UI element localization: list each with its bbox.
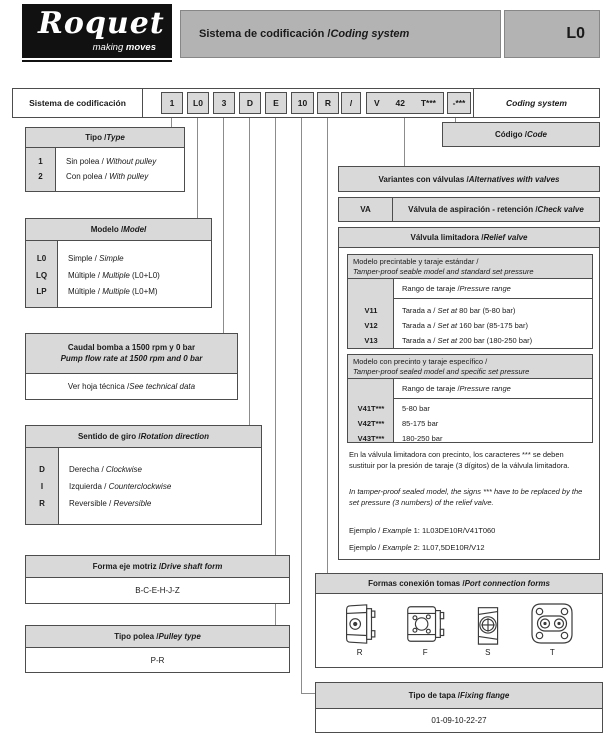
- connector-tapa-v: [301, 118, 302, 694]
- code-cell-flange: 10: [291, 92, 314, 114]
- check-valve-desc: Válvula de aspiración - retención / Check valve: [393, 198, 599, 221]
- check-valve-code: VA: [339, 198, 393, 221]
- relief-note-es: En la válvula limitadora con precinto, los caracteres *** se deben sustituir por la presión de taraje (3 dígitos) de la válvula limitadora.: [349, 450, 570, 470]
- model-code-lp: LP: [36, 287, 47, 296]
- relief-valve-box: [338, 227, 600, 560]
- page-title: Sistema de codificación / Coding system: [180, 10, 501, 58]
- pulley-box: [25, 625, 290, 673]
- page-code-badge: L0: [504, 10, 600, 58]
- rotation-code-d: D: [39, 465, 45, 474]
- relief-row-v42: V42T*** 85-175 bar: [357, 419, 439, 428]
- model-code-l0: L0: [36, 254, 47, 263]
- port-label-s: S: [485, 648, 491, 657]
- port-label-t: T: [549, 648, 555, 657]
- roquet-logo: Roquet: [38, 6, 165, 41]
- rotation-code-i: I: [40, 482, 44, 491]
- code-cell-flow: 3: [213, 92, 235, 114]
- pump-threaded-port-icon: [473, 601, 503, 647]
- connector-caudal: [223, 118, 224, 333]
- port-form-f: [403, 601, 447, 657]
- connector-tipo: [171, 118, 172, 127]
- port-label-f: F: [422, 648, 428, 657]
- connector-polea: [275, 604, 276, 625]
- shaft-box: [25, 555, 290, 604]
- code-cell-type: 1: [161, 92, 183, 114]
- relief-valve-title: Válvula limitadora / Relief valve: [339, 228, 599, 248]
- model-box: [25, 218, 212, 308]
- code-cell-rotation: D: [239, 92, 261, 114]
- relief-row-v11: V11 Tarada a / Set at 80 bar (5-80 bar): [364, 306, 516, 315]
- rotation-row-d: Derecha / Clockwise: [69, 465, 142, 474]
- model-code-lq: LQ: [35, 270, 48, 280]
- code-cell-model: L0: [187, 92, 209, 114]
- valve-variants-box: Variantes con válvulas / Alternatives with valves: [338, 166, 600, 192]
- relief-specific-range: Rango de taraje / Pressure range: [394, 379, 592, 399]
- code-row-label-en: Coding system: [473, 89, 599, 117]
- rotation-code-r: R: [39, 499, 45, 508]
- relief-row-v43: V43T*** 180-250 bar: [357, 434, 443, 443]
- rotation-row-r: Reversible / Reversible: [69, 499, 152, 508]
- ports-box-title: Formas conexión tomas / Port connection forms: [316, 574, 602, 594]
- flow-box: [25, 333, 238, 400]
- relief-example-1: Ejemplo / Example 1: 1L03DE10R/V41T060: [349, 526, 496, 535]
- model-row-l0: Simple / Simple: [68, 254, 124, 263]
- code-cell-ports: R: [317, 92, 339, 114]
- relief-specific-table: [347, 354, 593, 443]
- relief-specific-header: Modelo con precinto y taraje específico / Tamper-proof sealed model and specific set pressure: [348, 355, 592, 379]
- type-box-title: Tipo / Type: [26, 128, 184, 148]
- model-row-lq: Múltiple / Multiple (L0+L0): [68, 270, 160, 280]
- port-form-s: [473, 601, 503, 657]
- type-row-2: Con polea / With pulley: [66, 172, 149, 181]
- logo-box: [22, 4, 172, 58]
- pump-side-port-icon: [342, 601, 378, 647]
- code-row-label-es: Sistema de codificación: [13, 89, 143, 117]
- port-form-r: [342, 601, 378, 657]
- shaft-box-title: Forma eje motriz / Drive shaft form: [26, 556, 289, 578]
- relief-standard-header: Modelo precintable y taraje estándar / Tamper-proof seable model and standard set pressure: [348, 255, 592, 279]
- connector-tapa-h: [301, 693, 316, 694]
- model-row-lp: Múltiple / Multiple (L0+M): [68, 287, 158, 296]
- check-valve-row: [338, 197, 600, 222]
- pulley-box-title: Tipo polea / Pulley type: [26, 626, 289, 648]
- flange-box-title: Tipo de tapa / Fixing flange: [316, 683, 602, 709]
- connector-valves: [404, 118, 405, 166]
- connector-ports: [327, 118, 328, 573]
- logo-tagline: making moves: [92, 42, 156, 53]
- connector-modelo: [197, 118, 198, 218]
- pump-rear-flange-icon: [528, 601, 576, 647]
- flange-box: [315, 682, 603, 733]
- model-box-title: Modelo / Model: [26, 219, 211, 241]
- relief-example-2: Ejemplo / Example 2: 1L07,5DE10R/V12: [349, 543, 485, 552]
- type-code-1: 1: [38, 157, 43, 166]
- flow-box-body: Ver hoja técnica / See technical data: [67, 382, 196, 391]
- relief-note-en: In tamper-proof sealed model, the signs *** have to be replaced by the set pressure (3 numbers) of the relief valve.: [349, 487, 583, 507]
- code-row: [12, 88, 600, 118]
- relief-standard-range: Rango de taraje / Pressure range: [394, 279, 592, 299]
- relief-row-v12: V12 Tarada a / Set at 160 bar (85-175 bar): [364, 321, 528, 330]
- pulley-box-body: P-R: [150, 655, 165, 665]
- relief-row-v13: V13 Tarada a / Set at 200 bar (180-250 bar): [364, 336, 533, 345]
- pump-front-flange-icon: [403, 601, 447, 647]
- code-cell-valve: V 42 T***: [366, 92, 444, 114]
- port-form-t: [528, 601, 576, 657]
- rotation-box-title: Sentido de giro / Rotation direction: [26, 426, 261, 448]
- relief-row-v41: V41T*** 5-80 bar: [357, 404, 430, 413]
- shaft-box-body: B-C-E-H-J-Z: [135, 586, 180, 595]
- port-label-r: R: [356, 648, 363, 657]
- type-row-1: Sin polea / Without pulley: [66, 157, 157, 166]
- code-cell-shaft: E: [265, 92, 287, 114]
- flange-box-body: 01-09-10-22-27: [431, 716, 487, 725]
- connector-sentido: [249, 118, 250, 425]
- code-label-box: Código / Code: [442, 122, 600, 147]
- rotation-box: [25, 425, 262, 525]
- type-box: [25, 127, 185, 192]
- connector-forma-eje: [275, 118, 276, 555]
- ports-box: [315, 573, 603, 668]
- logo-underline: [22, 60, 172, 62]
- rotation-row-i: Izquierda / Counterclockwise: [69, 482, 172, 491]
- code-cell-code: -***: [447, 92, 471, 114]
- relief-standard-table: [347, 254, 593, 349]
- code-cell-slash: /: [341, 92, 361, 114]
- flow-box-title: Caudal bomba a 1500 rpm y 0 bar Pump flow rate at 1500 rpm and 0 bar: [26, 334, 237, 374]
- type-code-2: 2: [38, 172, 43, 181]
